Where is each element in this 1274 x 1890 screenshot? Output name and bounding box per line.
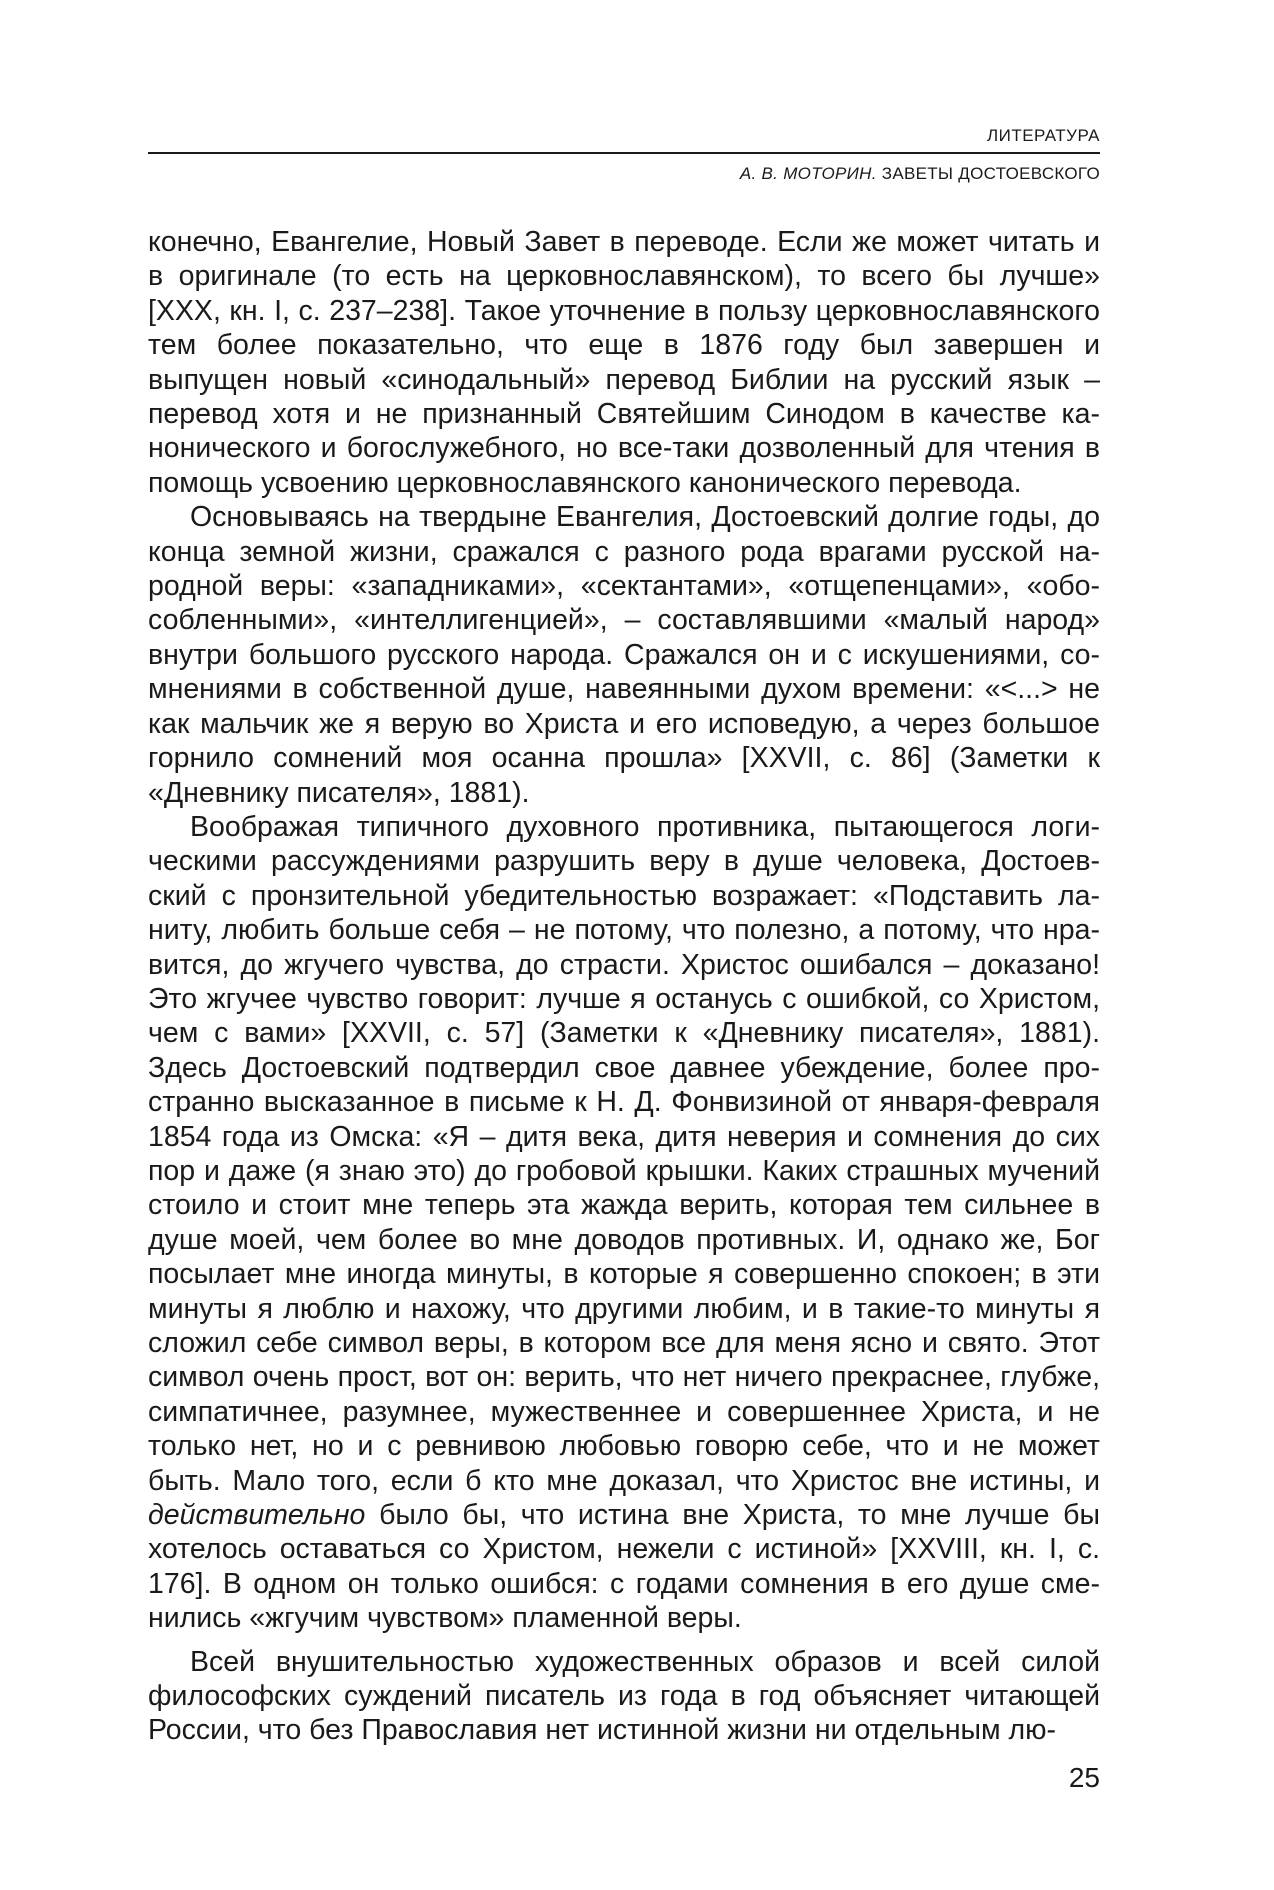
paragraph-2: Основываясь на твердыне Евангелия, Достоевский долгие годы, до конца земной жизни, сражался с разного рода врагами русской народной веры: «западниками», «сектантами», «отщепенцами», «обособленными», «интеллигенцией», – составлявшими «малый народ» внутри большого русского народа. Сражался он и с искушениями, сомнениями в собственной душе, навеянными духом времени: «<...> не как мальчик же я верую во Христа и его исповедую, а через большое горнило сомнений моя осанна прошла» [XXVII, с. 86] (Заметки к «Дневнику писателя», 1881). [148,501,1100,809]
article-author: А. В. МОТОРИН. [739,164,877,183]
article-line [148,164,1100,184]
page-number: 25 [1068,1762,1100,1793]
paragraph-3-text-after: было бы, что истина вне Христа, то мне лучше бы хотелось оставаться со Христом, нежели с истиной» [XXVIII, кн. I, с. 176]. В одном он только ошибся: с годами сомнения в его душе сменились «жгучим чувством» пламенной веры. [148,1499,1100,1635]
body-text [148,225,1100,1748]
section-title: ЛИТЕРАТУРА [986,126,1100,145]
article-title: ЗАВЕТЫ ДОСТОЕВСКОГО [881,164,1100,183]
paragraph-4: Всей внушительностью художественных образов и всей силой философских суждений писатель из года в год объясняет читающей России, что без Православия нет истинной жизни ни отдельным лю- [148,1645,1100,1747]
paragraph-3 [148,810,1100,1636]
paragraph-3-text-before: Воображая типичного духовного противника, пытающегося логическими рассуждениями разрушить веру в душе человека, Достоевский с пронзительной убедительностью возражает: «Подставить ланиту, любить больше себя – не потому, что полезно, а потому, что нравится, до жгучего чувства, до страсти. Христос ошибался – доказано! Это жгучее чувство говорит: лучше я останусь с ошибкой, со Христом, чем с вами» [XXVII, с. 57] (Заметки к «Дневнику писателя», 1881). Здесь Достоевский подтвердил свое давнее убеждение, более пространно высказанное в письме к Н. Д. Фонвизиной от января-февраля 1854 года из Омска: «Я – дитя века, дитя неверия и сомнения до сих пор и даже (я знаю это) до гробовой крышки. Каких страшных мучений стоило и стоит мне теперь эта жажда верить, которая тем сильнее в душе моей, чем более во мне доводов противных. И, однако же, Бог посылает мне иногда минуты, в которые я совершенно спокоен; в эти минуты я люблю и нахожу, что другими любим, и в такие-то минуты я сложил себе символ веры, в котором все для меня ясно и свято. Этот символ очень прост, вот он: верить, что нет ничего прекраснее, глубже, симпатичнее, разумнее, мужественнее и совершеннее Христа, и не только нет, но и с ревнивою любовью говорю себе, что и не может быть. Мало того, если б кто мне доказал, что Христос вне истины, и [148,810,1100,1497]
running-head [148,126,1100,184]
paragraph-3-emphasis: действительно [148,1499,366,1532]
header-rule [148,152,1100,154]
paragraph-1: конечно, Евангелие, Новый Завет в переводе. Если же может читать и в оригинале (то есть на церковнославянском), то всего бы лучше» [ХХХ, кн. I, с. 237–238]. Такое уточнение в пользу церковнославянского тем более показательно, что еще в 1876 году был завершен и выпущен новый «синодальный» перевод Библии на русский язык – перевод хотя и не признанный Святейшим Синодом в качестве канонического и богослужебного, но все-таки дозволенный для чтения в помощь усвоению церковнославянского канонического перевода. [148,226,1100,499]
